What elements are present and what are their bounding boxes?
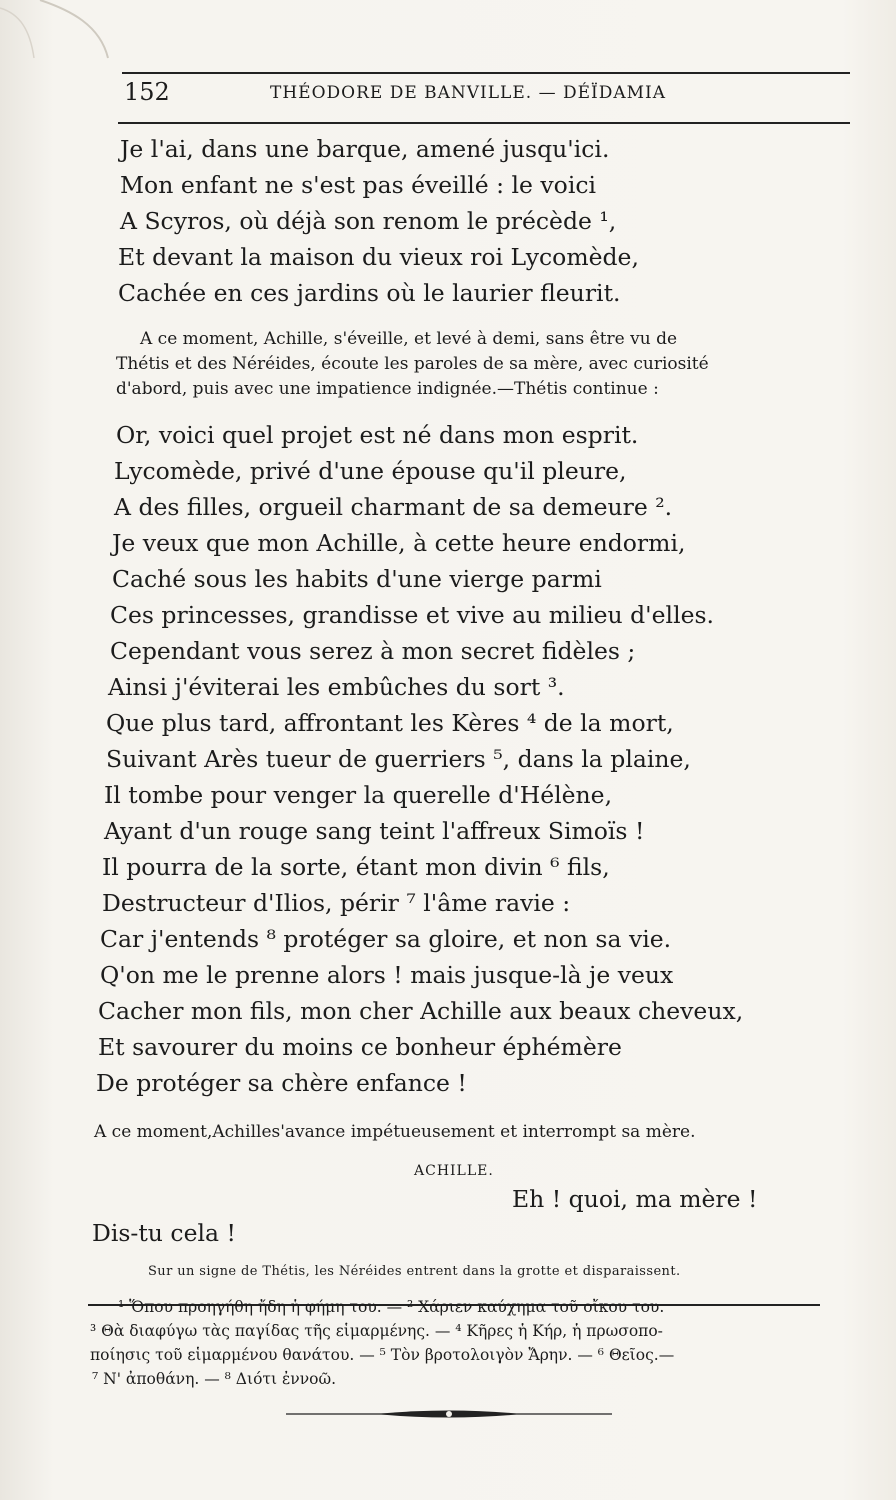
verse-line: Et devant la maison du vieux roi Lycomède, bbox=[118, 243, 639, 271]
verse-line: Ayant d'un rouge sang teint l'affreux Simoïs ! bbox=[104, 817, 645, 845]
verse-line: Mon enfant ne s'est pas éveillé : le voici bbox=[120, 171, 597, 199]
verse-line: Lycomède, privé d'une épouse qu'il pleure, bbox=[114, 457, 627, 485]
stage-direction-line: Sur un signe de Thétis, les Néréides entrent dans la grotte et disparaissent. bbox=[148, 1264, 681, 1279]
footnote-line: ποίησις τοῦ εἱμαρμένου θανάτου. — ⁵ Τὸν βροτολοιγὸν Ἄρην. — ⁶ Θεῖος.— bbox=[90, 1346, 675, 1364]
verse-line: Or, voici quel projet est né dans mon esprit. bbox=[116, 421, 639, 449]
footnote-line: ³ Θὰ διαφύγω τὰς παγίδας τῆς εἱμαρμένης. — ⁴ Κῆρες ἡ Κήρ, ἡ πρωσοπο- bbox=[90, 1322, 663, 1340]
page-number: 152 bbox=[124, 78, 170, 106]
ornament-tailpiece bbox=[286, 1408, 612, 1420]
verse-line: Cachée en ces jardins où le laurier fleurit. bbox=[118, 279, 621, 307]
page-header bbox=[124, 78, 850, 114]
verse-line: Dis-tu cela ! bbox=[92, 1219, 236, 1247]
verse-line: Ces princesses, grandisse et vive au milieu d'elles. bbox=[110, 601, 715, 629]
footnote-line: ⁷ Ν' ἀποθάνη. — ⁸ Διότι ἐννοῶ. bbox=[92, 1370, 337, 1388]
torn-corner-mark bbox=[0, 0, 110, 60]
verse-line: Et savourer du moins ce bonheur éphémère bbox=[98, 1033, 622, 1061]
verse-line: Destructeur d'Ilios, périr ⁷ l'âme ravie : bbox=[102, 889, 571, 917]
verse-line: Il pourra de la sorte, étant mon divin ⁶ fils, bbox=[102, 853, 610, 881]
verse-line: Cependant vous serez à mon secret fidèles ; bbox=[110, 637, 636, 665]
verse-line: De protéger sa chère enfance ! bbox=[96, 1069, 467, 1097]
verse-line: Suivant Arès tueur de guerriers ⁵, dans la plaine, bbox=[106, 745, 691, 773]
verse-line: Caché sous les habits d'une vierge parmi bbox=[112, 565, 602, 593]
verse-line: Q'on me le prenne alors ! mais jusque-là je veux bbox=[100, 961, 674, 989]
stage-direction-line: d'abord, puis avec une impatience indignée.—Thétis continue : bbox=[116, 379, 659, 399]
running-head: THÉODORE DE BANVILLE. — DÉÏDAMIA bbox=[270, 83, 667, 103]
verse-line: Eh ! quoi, ma mère ! bbox=[512, 1185, 758, 1213]
verse-line: Car j'entends ⁸ protéger sa gloire, et non sa vie. bbox=[100, 925, 672, 953]
speaker-name: ACHILLE. bbox=[414, 1163, 494, 1179]
verse-line: Ainsi j'éviterai les embûches du sort ³. bbox=[108, 673, 565, 701]
verse-line: A des filles, orgueil charmant de sa demeure ². bbox=[114, 493, 673, 521]
stage-direction-line: Thétis et des Néréides, écoute les paroles de sa mère, avec curiosité bbox=[116, 354, 709, 374]
verse-line: Je l'ai, dans une barque, amené jusqu'ici. bbox=[120, 135, 610, 163]
footnote-line: ¹ Ὅπου προηγήθη ἤδη ἡ φήμη του. — ² Χάριεν καύχημα τοῦ οἴκου του. bbox=[118, 1298, 665, 1316]
verse-line: Je veux que mon Achille, à cette heure endormi, bbox=[112, 529, 686, 557]
header-top-rule bbox=[122, 72, 850, 74]
stage-direction-line: A ce moment, Achille, s'éveille, et levé à demi, sans être vu de bbox=[140, 329, 678, 349]
stage-direction-line: A ce moment,Achilles'avance impétueusement et interrompt sa mère. bbox=[94, 1122, 696, 1142]
verse-line: Il tombe pour venger la querelle d'Hélène, bbox=[104, 781, 613, 809]
verse-line: Que plus tard, affrontant les Kères ⁴ de la mort, bbox=[106, 709, 674, 737]
header-bottom-rule bbox=[118, 122, 850, 124]
verse-line: A Scyros, où déjà son renom le précède ¹, bbox=[120, 207, 617, 235]
verse-line: Cacher mon fils, mon cher Achille aux beaux cheveux, bbox=[98, 997, 744, 1025]
